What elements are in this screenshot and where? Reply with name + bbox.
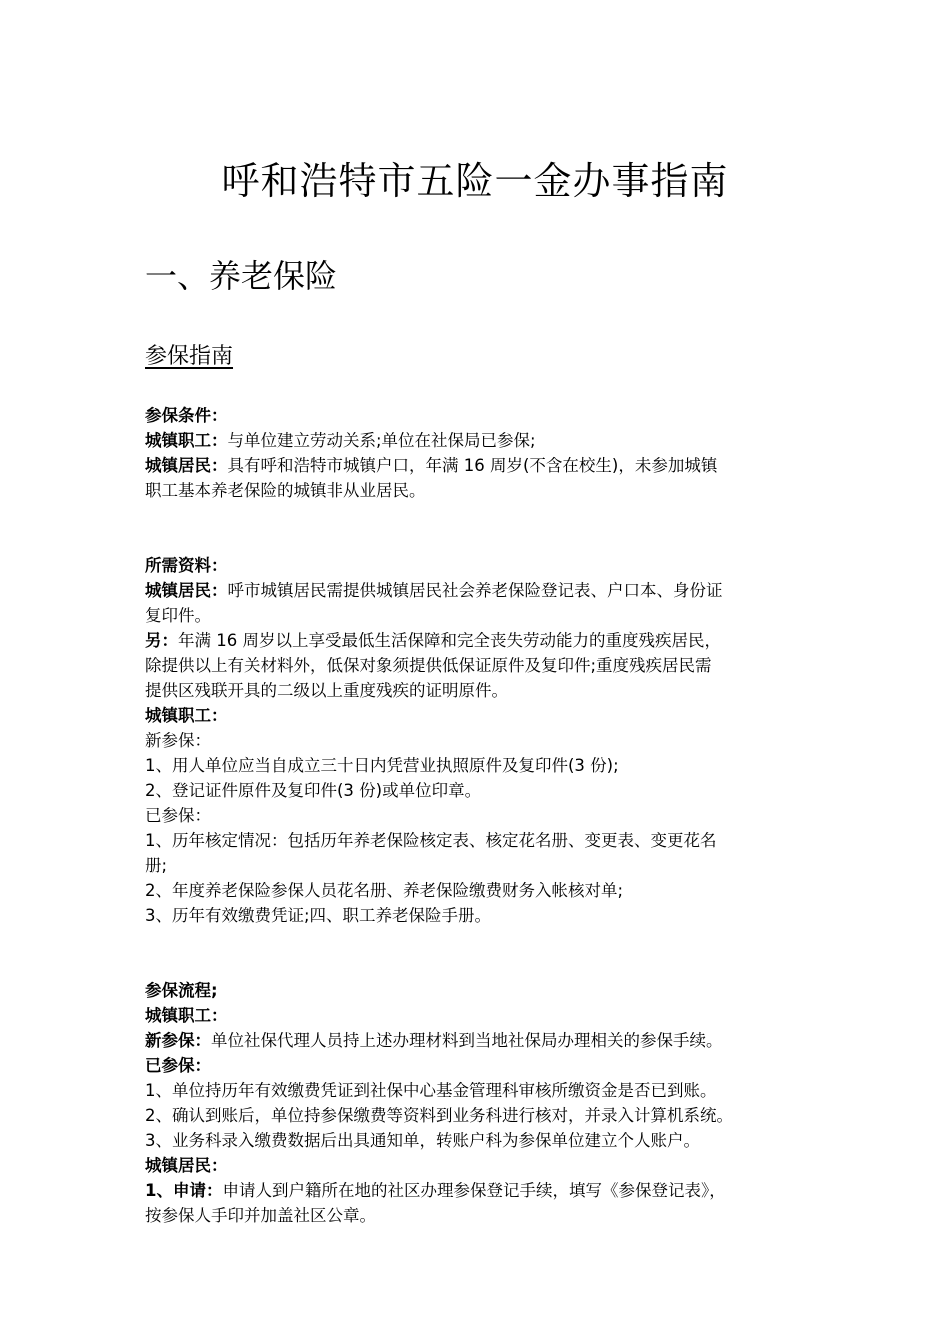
materials-new-label: 新参保： bbox=[145, 731, 211, 750]
conditions-resident bbox=[145, 453, 810, 478]
process-existing-label: 已参保： bbox=[145, 1056, 211, 1075]
materials-resident-line2: 复印件。 bbox=[145, 606, 211, 625]
process-existing-item1: 1、单位持历年有效缴费凭证到社保中心基金管理科审核所缴资金是否已到账。 bbox=[145, 1081, 717, 1100]
materials-resident bbox=[145, 578, 810, 603]
conditions-worker-text: 与单位建立劳动关系;单位在社保局已参保; bbox=[227, 431, 536, 450]
materials-also-line1: 年满 16 周岁以上享受最低生活保障和完全丧失劳动能力的重度残疾居民， bbox=[178, 631, 721, 650]
document-title: 呼和浩特市五险一金办事指南 bbox=[221, 159, 729, 203]
materials-existing-item1-line1: 1、历年核定情况：包括历年养老保险核定表、核定花名册、变更表、变更花名 bbox=[145, 831, 717, 850]
materials-worker-label: 城镇职工： bbox=[145, 706, 228, 725]
conditions-worker bbox=[145, 428, 810, 453]
conditions-worker-label: 城镇职工： bbox=[145, 431, 228, 450]
materials-existing-item3: 3、历年有效缴费凭证;四、职工养老保险手册。 bbox=[145, 906, 492, 925]
materials-resident-label: 城镇居民： bbox=[145, 581, 228, 600]
materials-new-item1: 1、用人单位应当自成立三十日内凭营业执照原件及复印件(3 份); bbox=[145, 756, 619, 775]
materials-also-line2: 除提供以上有关材料外，低保对象须提供低保证原件及复印件;重度残疾居民需 bbox=[145, 656, 712, 675]
process-new bbox=[145, 1028, 810, 1053]
process-worker-label: 城镇职工： bbox=[145, 1006, 228, 1025]
process-resident-label: 城镇居民： bbox=[145, 1156, 228, 1175]
section-heading-pension: 一、养老保险 bbox=[145, 257, 338, 295]
process-resident-item1 bbox=[145, 1178, 810, 1203]
process-new-text: 单位社保代理人员持上述办理材料到当地社保局办理相关的参保手续。 bbox=[211, 1031, 723, 1050]
materials-new-item2: 2、登记证件原件及复印件(3 份)或单位印章。 bbox=[145, 781, 482, 800]
conditions-resident-line2: 职工基本养老保险的城镇非从业居民。 bbox=[145, 481, 426, 500]
materials-existing-item1-line2: 册; bbox=[145, 856, 168, 875]
conditions-label: 参保条件： bbox=[145, 406, 228, 425]
materials-existing-label: 已参保： bbox=[145, 806, 211, 825]
materials-also-line3: 提供区残联开具的二级以上重度残疾的证明原件。 bbox=[145, 681, 508, 700]
materials-resident-line1: 呼市城镇居民需提供城镇居民社会养老保险登记表、户口本、身份证 bbox=[227, 581, 723, 600]
process-existing-item3: 3、业务科录入缴费数据后出具通知单，转账户科为参保单位建立个人账户。 bbox=[145, 1131, 700, 1150]
process-label: 参保流程; bbox=[145, 981, 218, 1000]
materials-also bbox=[145, 628, 810, 653]
subsection-heading-guide: 参保指南 bbox=[145, 344, 234, 369]
materials-existing-item2: 2、年度养老保险参保人员花名册、养老保险缴费财务入帐核对单; bbox=[145, 881, 624, 900]
process-resident-item1-line2: 按参保人手印并加盖社区公章。 bbox=[145, 1206, 376, 1225]
materials-label: 所需资料： bbox=[145, 556, 228, 575]
process-new-label: 新参保： bbox=[145, 1031, 211, 1050]
conditions-resident-label: 城镇居民： bbox=[145, 456, 228, 475]
process-existing-item2: 2、确认到账后，单位持参保缴费等资料到业务科进行核对，并录入计算机系统。 bbox=[145, 1106, 733, 1125]
conditions-resident-line1: 具有呼和浩特市城镇户口，年满 16 周岁(不含在校生)，未参加城镇 bbox=[227, 456, 718, 475]
process-resident-item1-line1: 申请人到户籍所在地的社区办理参保登记手续，填写《参保登记表》， bbox=[222, 1181, 726, 1200]
materials-also-label: 另： bbox=[145, 631, 178, 650]
process-resident-item1-label: 1、申请： bbox=[145, 1181, 223, 1200]
